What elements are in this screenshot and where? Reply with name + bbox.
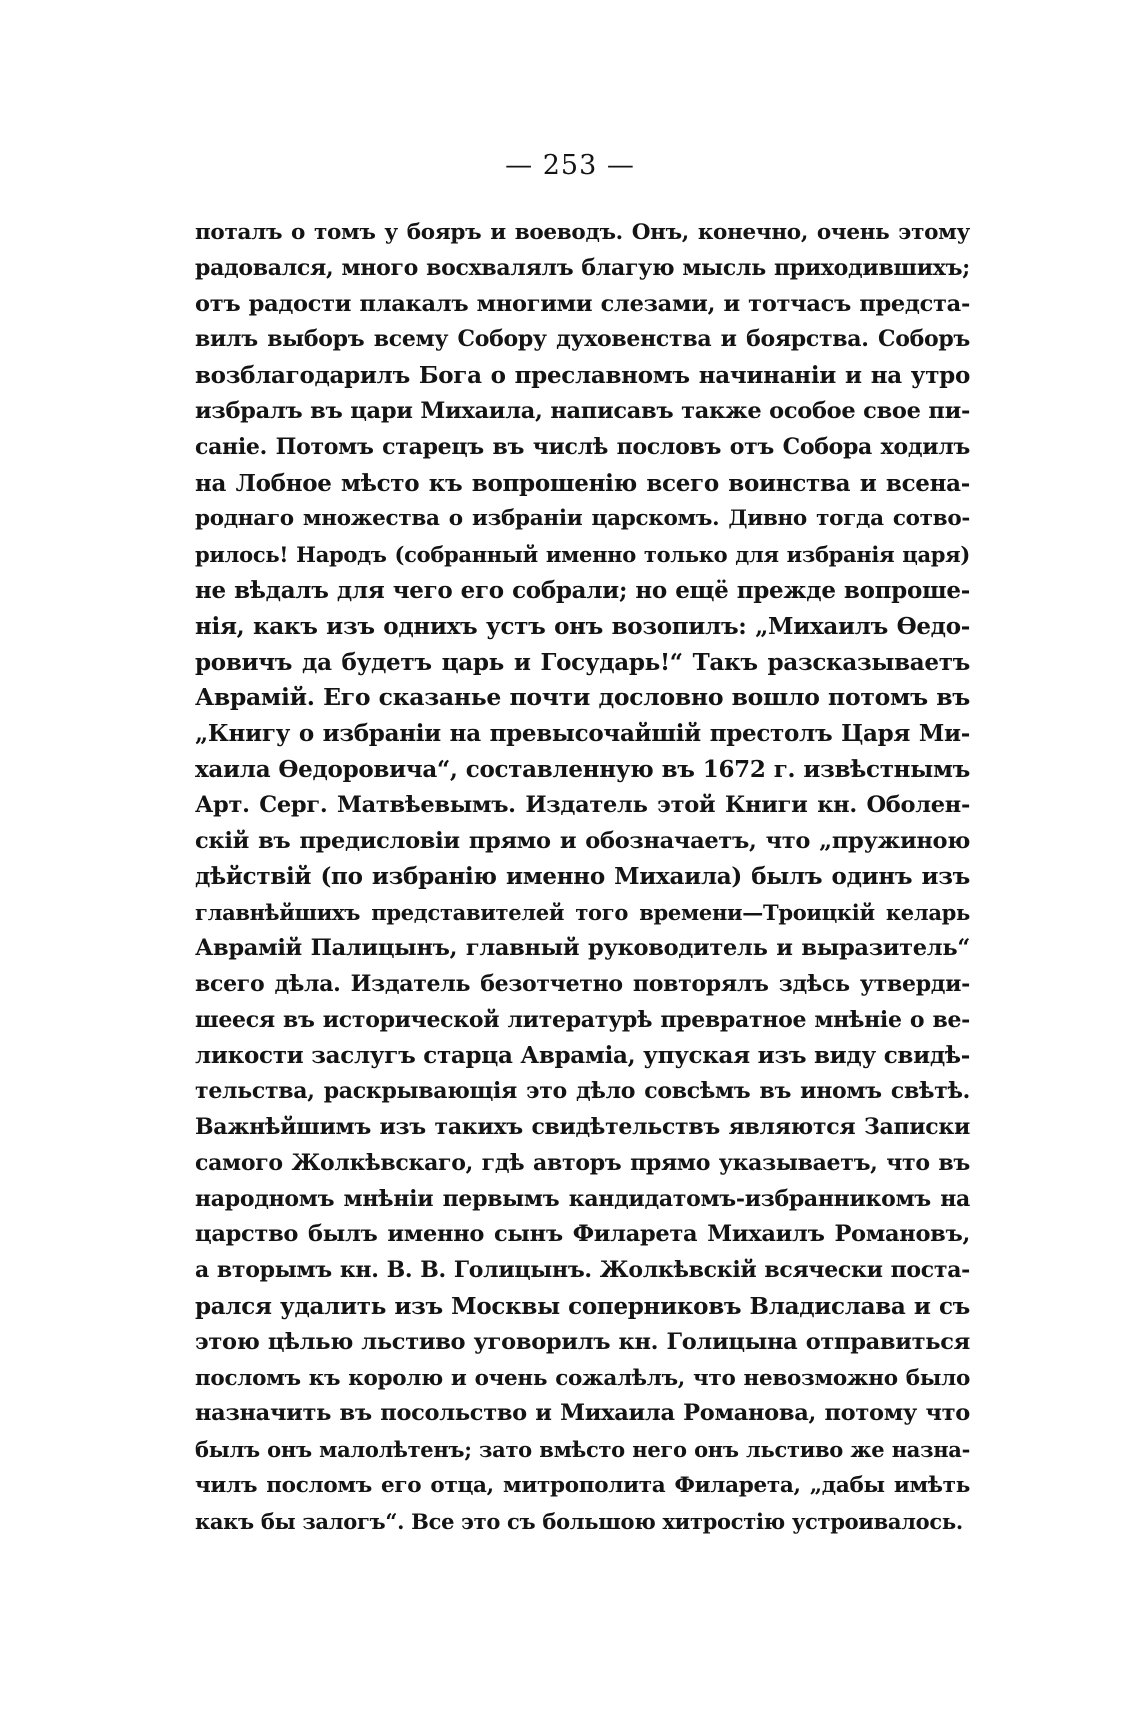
text-line: ликости заслугъ старца Авраміа, упуская изъ виду свидѣ-: [195, 1042, 970, 1070]
text-line: назначить въ посольство и Михаила Романова, потому что: [195, 1400, 970, 1427]
text-line: Важнѣйшимъ изъ такихъ свидѣтельствъ являются Записки: [195, 1113, 970, 1140]
text-line: былъ онъ малолѣтенъ; зато вмѣсто него онъ льстиво же назна-: [195, 1437, 970, 1463]
text-line: главнѣйшихъ представителей того времени—Троицкій келарь: [195, 900, 970, 926]
text-line: „Книгу о избраніи на превысочайшій престолъ Царя Ми-: [195, 720, 970, 748]
text-line: роднаго множества о избраніи царскомъ. Дивно тогда сотво-: [195, 506, 970, 532]
text-line: поталъ о томъ у бояръ и воеводъ. Онъ, конечно, очень этому: [195, 220, 970, 245]
text-line: на Лобное мѣсто къ вопрошенію всего воинства и всена-: [195, 469, 970, 497]
text-line: а вторымъ кн. В. В. Голицынъ. Жолкѣвскій всячески поста-: [195, 1257, 970, 1284]
text-line: этою цѣлью льстиво уговорилъ кн. Голицына отправиться: [195, 1328, 970, 1355]
text-line: Арт. Серг. Матвѣевымъ. Издатель этой Книги кн. Оболен-: [195, 791, 970, 818]
text-line: не вѣдалъ для чего его собрали; но ещё прежде вопроше-: [195, 576, 970, 604]
text-line: отъ радости плакалъ многими слезами, и тотчасъ предста-: [195, 290, 970, 317]
text-line: Аврамій. Его сказанье почти дословно вошло потомъ въ: [195, 683, 970, 712]
text-line: вилъ выборъ всему Собору духовенства и боярства. Соборъ: [195, 326, 970, 353]
text-line: царство былъ именно сынъ Филарета Михаилъ Романовъ,: [195, 1221, 970, 1248]
text-line: нія, какъ изъ однихъ устъ онъ возопилъ: „Михаилъ Ѳедо-: [195, 612, 970, 640]
text-line: тельства, раскрывающія это дѣло совсѣмъ въ иномъ свѣтѣ.: [195, 1078, 970, 1105]
text-line: посломъ къ королю и очень сожалѣлъ, что невозможно было: [195, 1365, 970, 1391]
text-line: Аврамій Палицынъ, главный руководитель и выразитель“: [195, 934, 970, 961]
text-line: возблагодарилъ Бога о преславномъ начинаніи и на утро: [195, 362, 970, 390]
text-line: какъ бы залогъ“. Все это съ большою хитростію устроивалось.: [195, 1508, 963, 1534]
text-line: ровичъ да будетъ царь и Государь!“ Такъ разсказываетъ: [195, 648, 970, 676]
text-line: чилъ посломъ его отца, митрополита Филарета, „дабы имѣть: [195, 1472, 970, 1498]
text-line: хаила Ѳедоровича“, составленную въ 1672 г. извѣстнымъ: [195, 755, 970, 783]
text-line: народномъ мнѣніи первымъ кандидатомъ-избранникомъ на: [195, 1185, 970, 1212]
text-line: рался удалить изъ Москвы соперниковъ Владислава и съ: [195, 1292, 970, 1320]
text-line: шееся въ исторической литературѣ превратное мнѣніе о ве-: [195, 1006, 970, 1033]
text-line: всего дѣла. Издатель безотчетно повторялъ здѣсь утверди-: [195, 970, 970, 997]
text-line: радовался, много восхвалялъ благую мысль приходившихъ;: [195, 254, 970, 281]
text-line: самого Жолкѣвскаго, гдѣ авторъ прямо указываетъ, что въ: [195, 1149, 970, 1176]
text-line: избралъ въ цари Михаила, написавъ также особое свое пи-: [195, 397, 970, 424]
page-number: — 253 —: [505, 150, 635, 181]
body-text: [195, 215, 970, 1539]
text-line: рилось! Народъ (собранный именно только для избранія царя): [195, 542, 970, 568]
text-line: саніе. Потомъ старецъ въ числѣ пословъ отъ Собора ходилъ: [195, 433, 970, 460]
text-line: скій въ предисловіи прямо и обозначаетъ, что „пружиною: [195, 827, 970, 854]
text-line: дѣйствій (по избранію именно Михаила) былъ одинъ изъ: [195, 863, 970, 891]
